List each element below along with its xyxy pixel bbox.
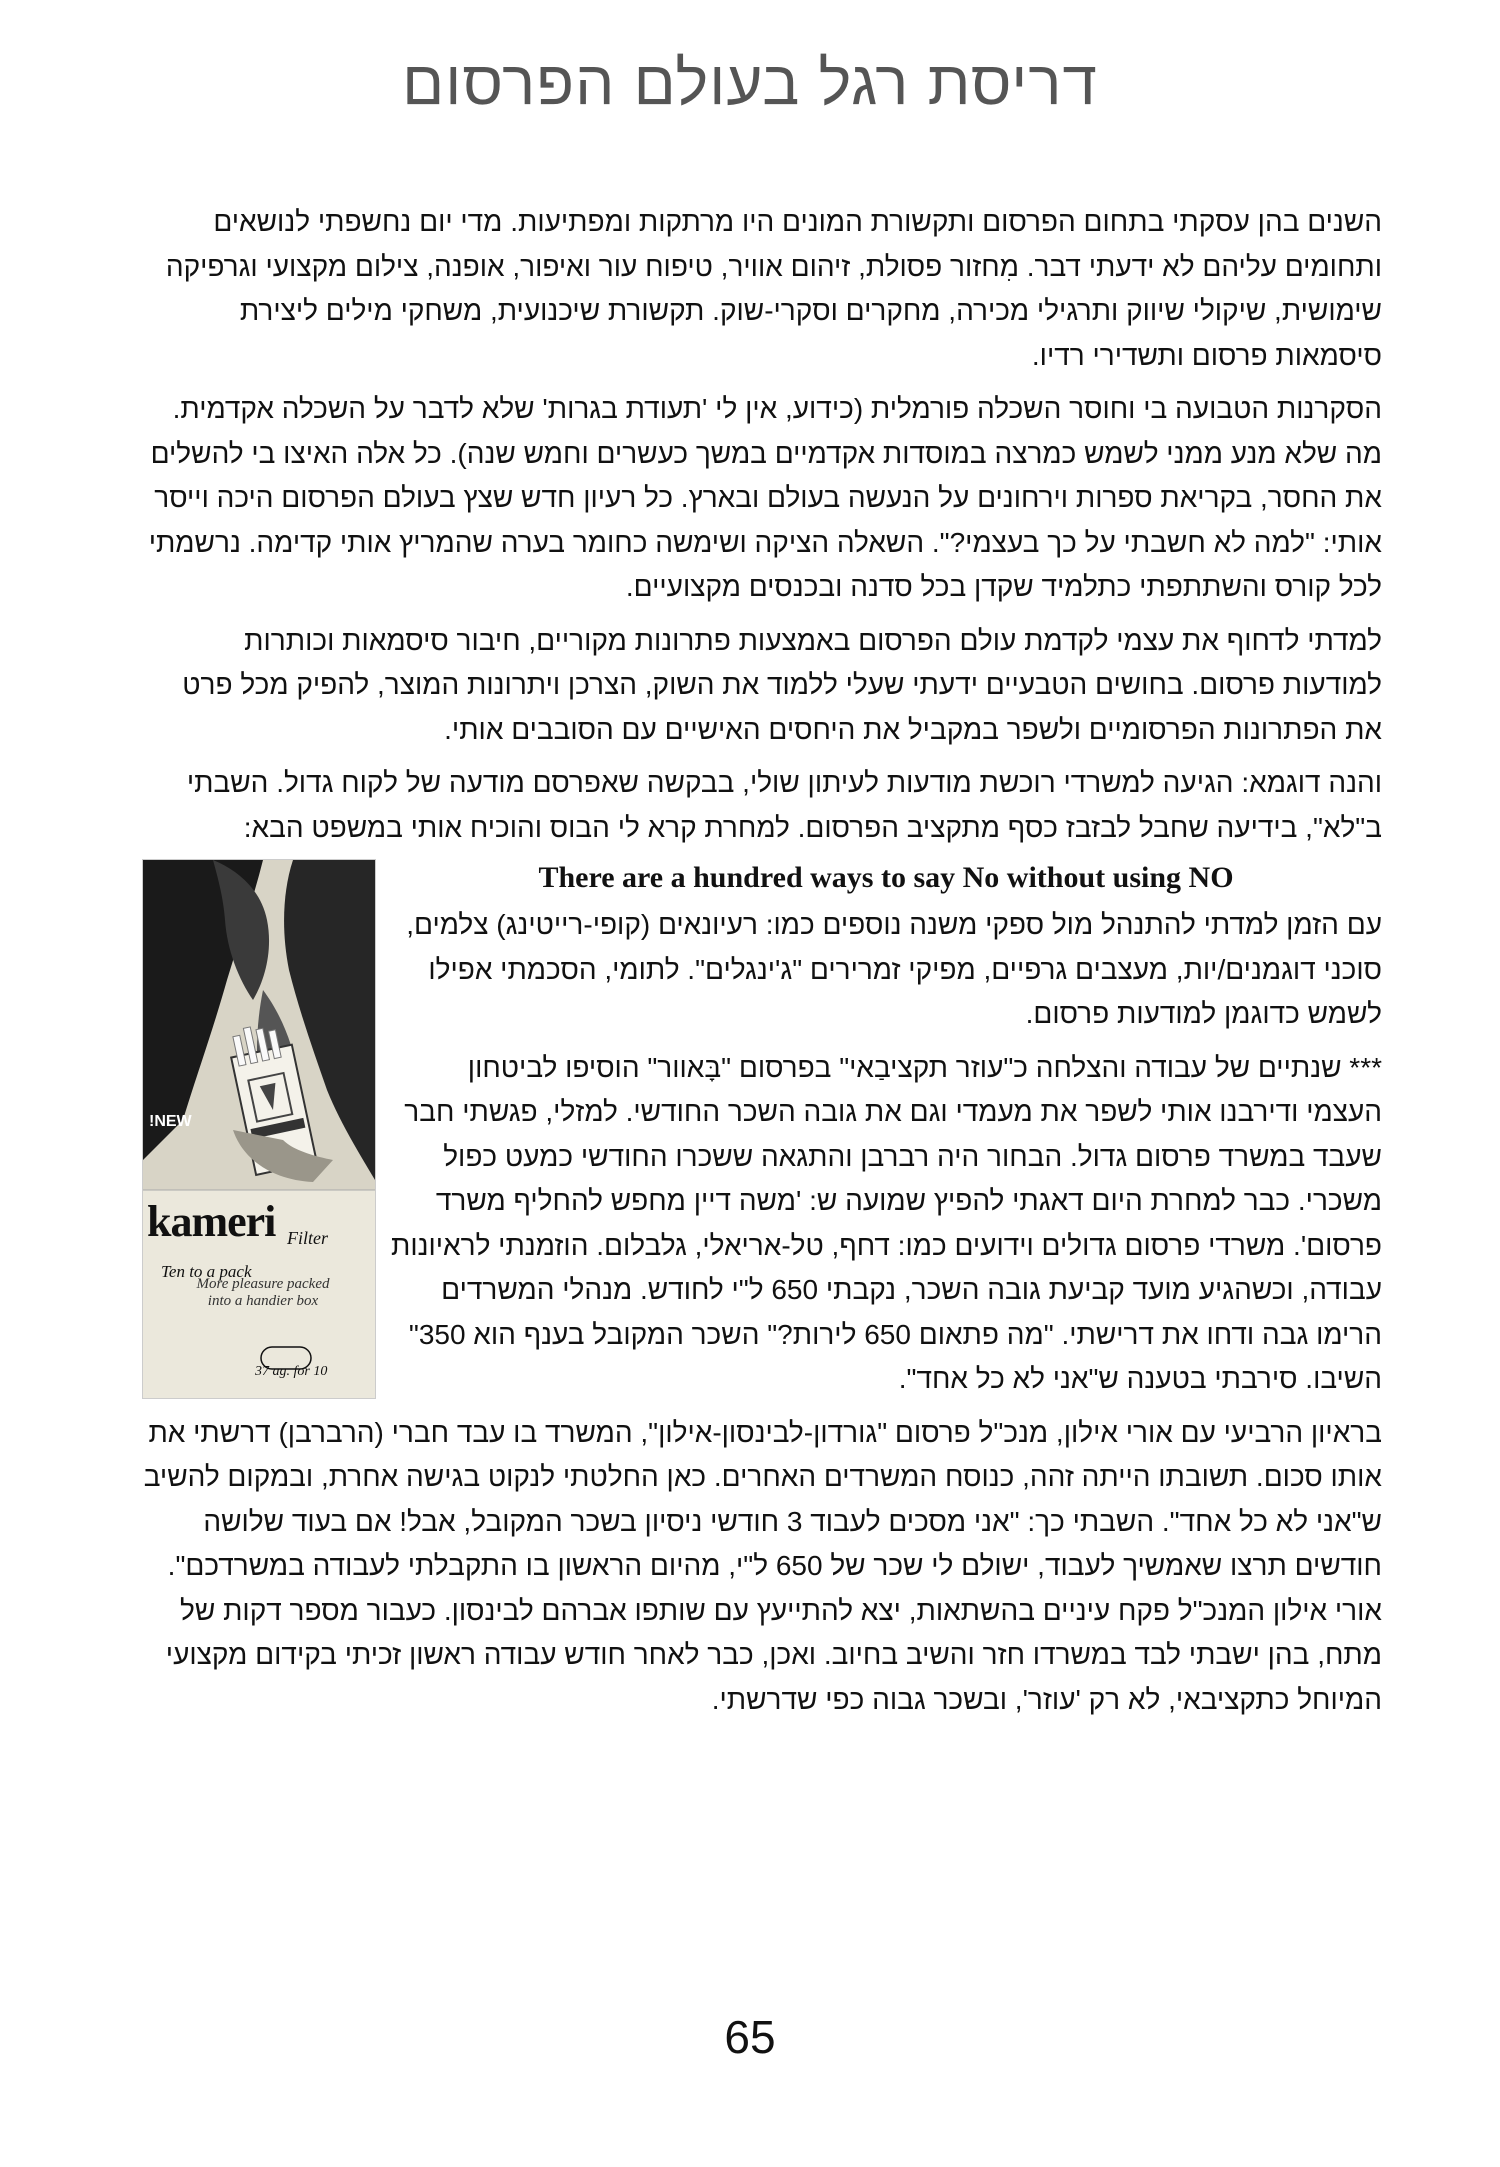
paragraph-salary: *** שנתיים של עבודה והצלחה כ"עוזר תקציבַאי" בפרסום "בָּאוור" הוסיפו לביטחון העצמי ודירבנו אותי לשפר את מעמדי וגם את גובה השכר החודשי. למזלי, פגשתי חבר שעבד במשרד פרסום גדול. הבחור היה רברבן והתגאה ששכרו החודשי כמעט כפול משכרי. כבר למחרת היום דאגתי להפיץ שמועה ש: 'משה דיין מחפש להחליף משרד פרסום'. משרדי פרסום גדולים וידועים כמו: דחף, טל-אריאלי, גלבלום. הוזמנתי לראיונות עבודה, וכשהגיע מועד קביעת גובה השכר, נקבתי 650 ל"י לחודש. מנהלי המשרדים הרימו גבה ודחו את דרישתי. "מה פתאום 650 לירות?" השכר המקובל בענף הוא 350" השיבו. סירבתי בטענה ש"אני לא כל אחד". [390, 1051, 1382, 1394]
paragraph-example: והנה דוגמא: הגיעה למשרדי רוכשת מודעות לעיתון שולי, בבקשה שאפרסם מודעה של לקוח גדול. השבתי ב"לא", בידיעה שחבל לבזבז כסף מתקציב הפרסום. למחרת קרא לי הבוס והוכיח אותי במשפט הבא: [186, 767, 1382, 843]
ad-new-label: NEW! [149, 1113, 192, 1130]
cigarette-ad-image [142, 859, 376, 1399]
paragraph-interview: בראיון הרביעי עם אורי אילון, מנכ"ל פרסום "גורדון-לבינסון-אילון", המשרד בו עבד חברי (הרברבן) דרשתי את אותו סכום. תשובתו הייתה זהה, כנוסח המשרדים האחרים. כאן החלטתי לנקוט בגישה אחרת, ובמקום להשיב ש"אני לא כל אחד". השבתי כך: "אני מסכים לעבוד 3 חודשי ניסיון בשכר המקובל, אבל! אם בעוד שלושה חודשים תרצו שאמשיך לעבוד, ישולם לי שכר של 650 ל"י, מהיום הראשון בו התקבלתי לעבודה במשרדכם". אורי אילון המנכ"ל פקח עיניים בהשתאות, יצא להתייעץ עם שותפו אברהם לבינסון. כעבור מספר דקות של מתח, בהן ישבתי לבד במשרדו חזר והשיב בחיוב. ואכן, כבר לאחר חודש עבודה ראשון זכיתי בקידום מקצועי המיוחל כתקציבאי, לא רק 'עוזר', ובשכר גבוה כפי שדרשתי. [143, 1416, 1382, 1715]
ad-tagline: Ten to a pack [161, 1262, 252, 1281]
paragraph-learning: למדתי לדחוף את עצמי לקדמת עולם הפרסום באמצעות פתרונות מקוריים, חיבור סיסמאות וכותרות למודעות פרסום. בחושים הטבעיים ידעתי שעלי ללמוד את השוק, הצרכן ויתרונות המוצר, להפיק מכל פרט את הפתרונות הפרסומיים ולשפר במקביל את היחסים האישיים עם הסובבים אותי. [182, 624, 1382, 745]
boss-quote: There are a hundred ways to say No without using NO [538, 861, 1234, 894]
ad-filter-label: Filter [287, 1228, 328, 1248]
ad-slogan: More pleasure packed into a handier box [196, 1276, 330, 1309]
paragraph-curiosity: הסקרנות הטבועה בי וחוסר השכלה פורמלית (כידוע, אין לי 'תעודת בגרות' שלא לדבר על השכלה אקדמית. מה שלא מנע ממני לשמש כמרצה במוסדות אקדמיים במשך כעשרים וחמש שנה). כל אלה האיצו בי להשלים את החסר, בקריאת ספרות וירחונים על הנעשה בעולם ובארץ. כל רעיון חדש שצץ בעולם הפרסום היכה וייסר אותי: "למה לא חשבתי על כך בעצמי?". השאלה הציקה ושימשה כחומר בערה שהמריץ אותי קדימה. נרשמתי לכל קורס והשתתפתי כתלמיד שקדן בכל סדנה ובכנסים מקצועיים. [148, 393, 1382, 602]
page-number: 65 [724, 2011, 776, 2063]
article-body [142, 200, 1382, 1731]
ad-price: 37 ag. for 10 [255, 1364, 328, 1379]
paragraph-intro: השנים בהן עסקתי בתחום הפרסום ותקשורת המונים היו מרתקות ומפתיעות. מדי יום נחשפתי לנושאים ותחומים עליהם לא ידעתי דבר. מִחזור פסולת, זיהום אוויר, טיפוח עור ואיפור, אופנה, צילום מקצועי וגרפיקה שימושית, שיקולי שיווק ותרגילי מכירה, מחקרים וסקרי-שוק. תקשורת שיכנועית, משחקי מילים ליצירת סיסמאות פרסום ותשדירי רדיו. [165, 206, 1382, 371]
paragraph-suppliers: עם הזמן למדתי להתנהל מול ספקי משנה נוספים כמו: רעיונאים (קופי-רייטינג) צלמים, סוכני דוגמנים/יות, מעצבים גרפיים, מפיקי זמרירים "ג'ינגלים". לתומי, הסכמתי אפילו לשמש כדוגמן למודעות פרסום. [406, 909, 1382, 1029]
ad-brand-logo: kameri [147, 1197, 276, 1246]
page-title: דריסת רגל בעולם הפרסום [402, 49, 1098, 118]
